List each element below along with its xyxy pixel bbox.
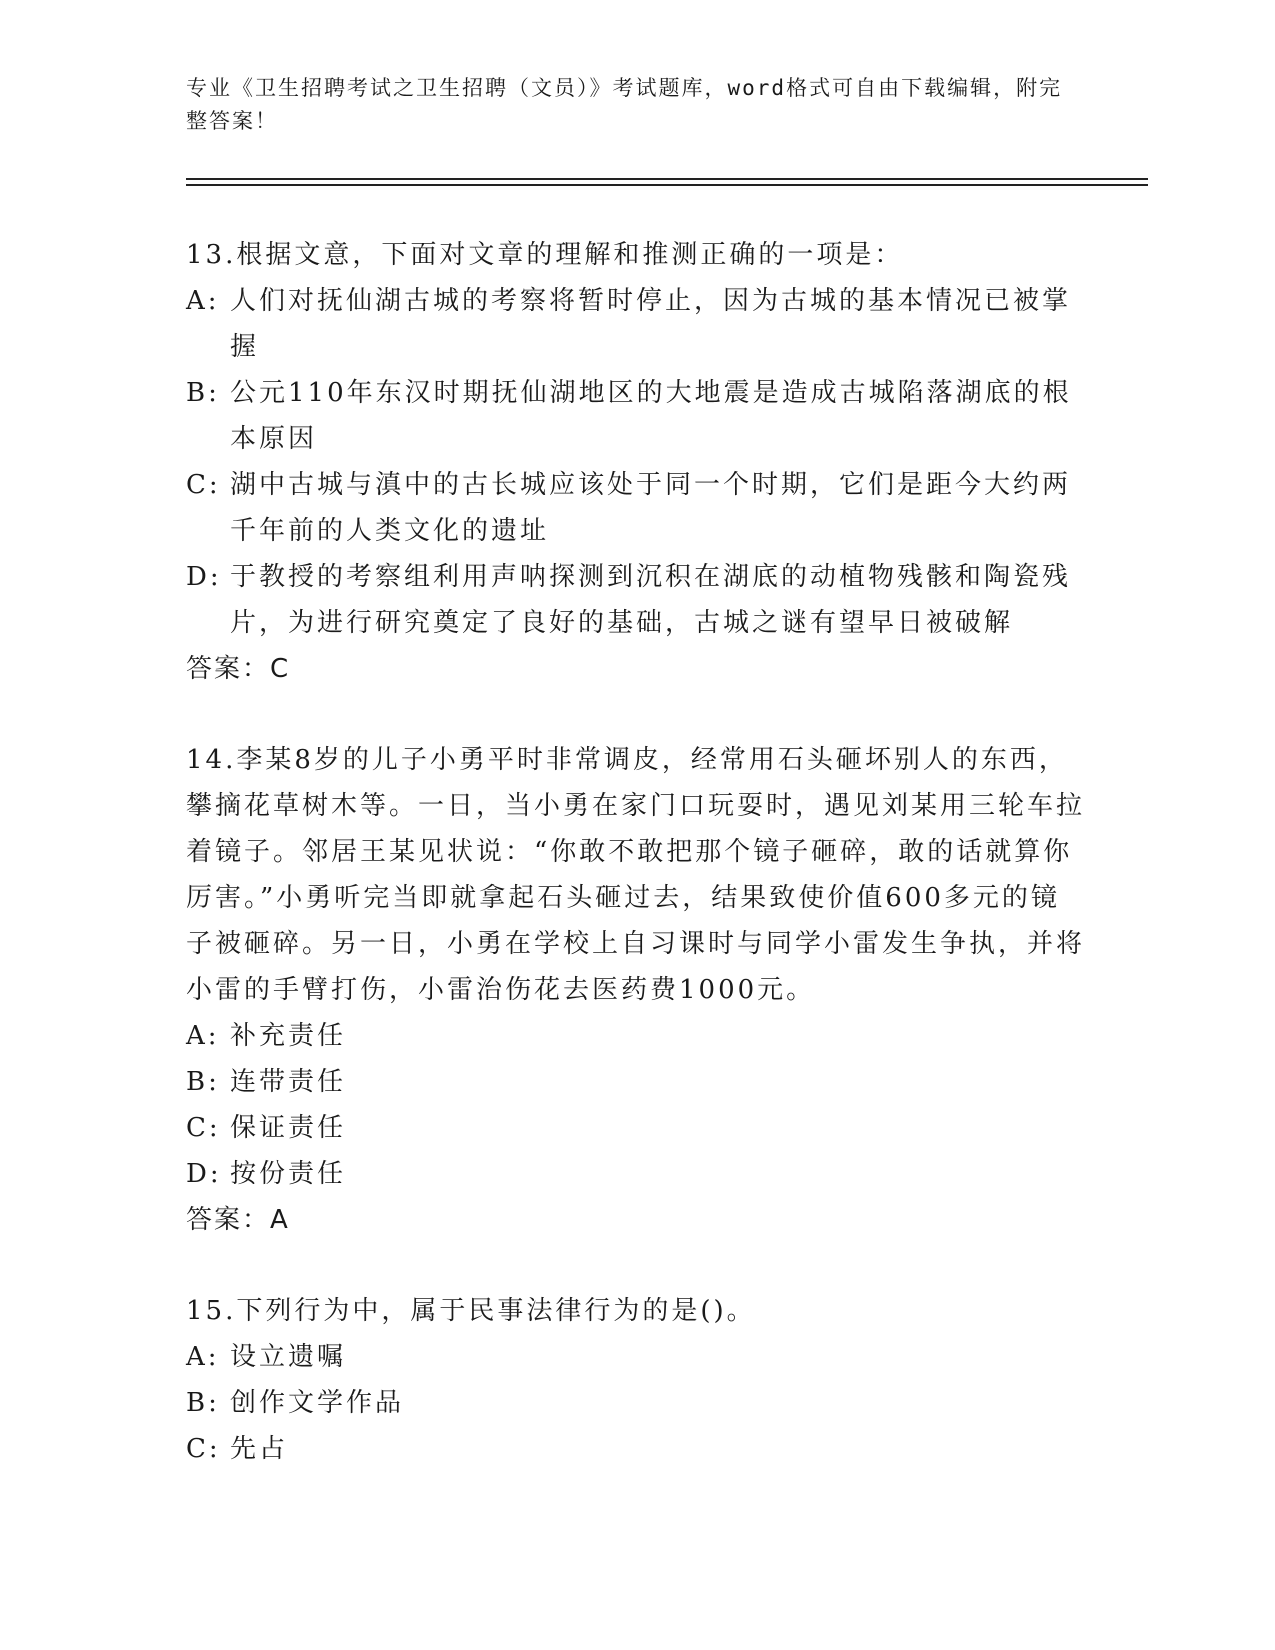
option-text: 创作文学作品 <box>230 1388 405 1418</box>
option-key: B: <box>186 378 220 408</box>
option-key: C: <box>186 1434 221 1464</box>
option-key: D: <box>186 562 222 592</box>
option-key: A: <box>186 1021 220 1051</box>
question-13 <box>186 232 1086 692</box>
option-key: C: <box>186 1113 221 1143</box>
option-text: 连带责任 <box>230 1067 347 1097</box>
option-key: B: <box>186 1067 220 1097</box>
header-rule-bottom <box>186 184 1148 186</box>
option-d <box>186 554 1086 646</box>
option-text: 设立遗嘱 <box>230 1342 347 1372</box>
answer-label: 答案：A <box>186 1205 290 1235</box>
option-text: 于教授的考察组利用声呐探测到沉积在湖底的动植物残骸和陶瓷残片，为进行研究奠定了良好的基础，古城之谜有望早日被破解 <box>230 562 1072 638</box>
question-stem: 14.李某8岁的儿子小勇平时非常调皮，经常用石头砸坏别人的东西，攀摘花草树木等。一日，当小勇在家门口玩耍时，遇见刘某用三轮车拉着镜子。邻居王某见状说：“你敢不敢把那个镜子砸碎，敢的话就算你厉害。”小勇听完当即就拿起石头砸过去，结果致使价值600多元的镜子被砸碎。另一日，小勇在学校上自习课时与同学小雷发生争执，并将小雷的手臂打伤，小雷治伤花去医药费1000元。 <box>186 745 1086 1005</box>
question-stem: 13.根据文意，下面对文章的理解和推测正确的一项是： <box>186 240 904 270</box>
question-15 <box>186 1288 1086 1472</box>
question-14 <box>186 737 1086 1243</box>
option-text: 补充责任 <box>230 1021 347 1051</box>
option-key: A: <box>186 286 220 316</box>
option-a <box>186 278 1086 370</box>
option-key: B: <box>186 1388 220 1418</box>
header-rule-top <box>186 178 1148 180</box>
option-key: C: <box>186 470 221 500</box>
option-text: 先占 <box>230 1434 289 1464</box>
option-c <box>186 1105 1086 1151</box>
option-text: 人们对抚仙湖古城的考察将暂时停止，因为古城的基本情况已被掌握 <box>230 286 1072 362</box>
option-c <box>186 1426 1086 1472</box>
option-c <box>186 462 1086 554</box>
option-d <box>186 1151 1086 1197</box>
document-header: 专业《卫生招聘考试之卫生招聘（文员）》考试题库，word格式可自由下载编辑，附完整答案！ <box>186 76 1063 133</box>
option-text: 公元110年东汉时期抚仙湖地区的大地震是造成古城陷落湖底的根本原因 <box>230 378 1072 454</box>
option-key: D: <box>186 1159 222 1189</box>
option-text: 湖中古城与滇中的古长城应该处于同一个时期，它们是距今大约两千年前的人类文化的遗址 <box>230 470 1072 546</box>
option-b <box>186 1380 1086 1426</box>
option-b <box>186 1059 1086 1105</box>
answer-label: 答案：C <box>186 654 291 684</box>
option-a <box>186 1334 1086 1380</box>
option-a <box>186 1013 1086 1059</box>
option-b <box>186 370 1086 462</box>
question-list <box>186 232 1086 1517</box>
option-text: 保证责任 <box>230 1113 347 1143</box>
option-key: A: <box>186 1342 220 1372</box>
question-stem: 15.下列行为中，属于民事法律行为的是()。 <box>186 1296 756 1326</box>
option-text: 按份责任 <box>230 1159 347 1189</box>
